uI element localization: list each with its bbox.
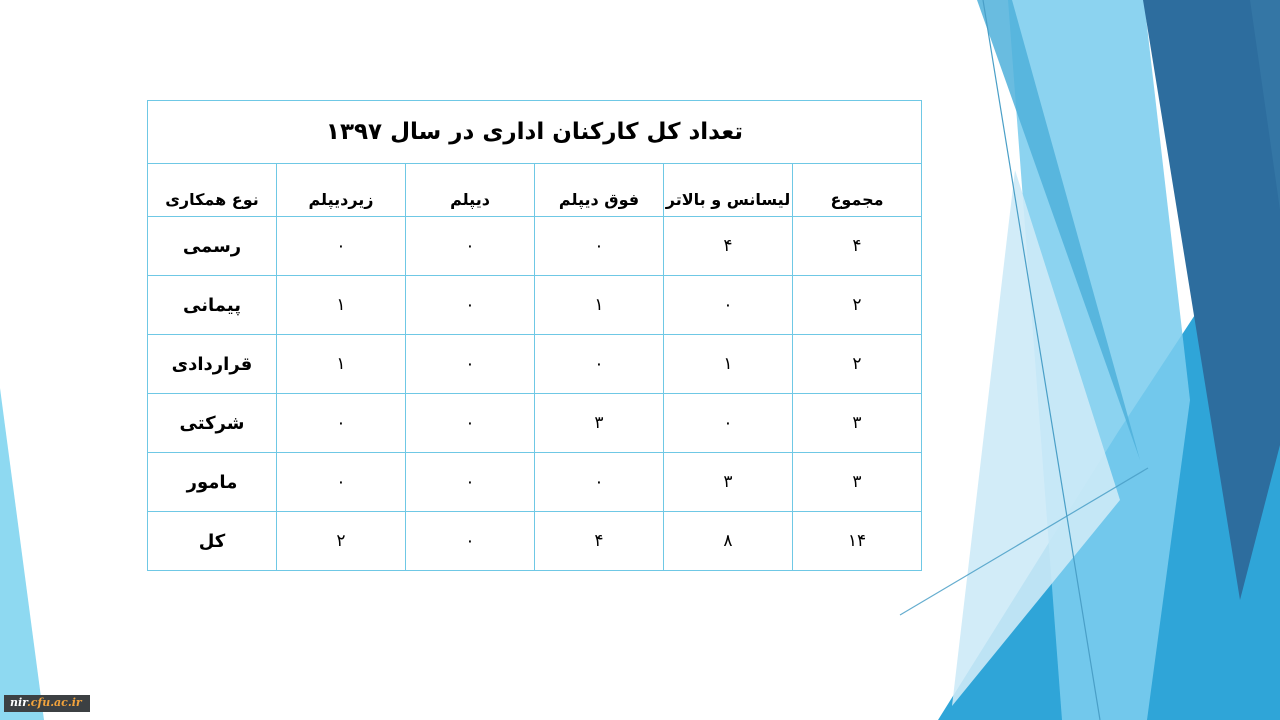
col-header-bachelor-higher: لیسانس و بالاتر bbox=[664, 164, 793, 217]
cell-value: ۰ bbox=[664, 276, 793, 335]
table-row-sherkati bbox=[148, 394, 922, 453]
cell-value: ۳ bbox=[793, 453, 922, 512]
footer-url-suffix: .cfu.ac.ir bbox=[26, 696, 82, 709]
row-label: کل bbox=[148, 512, 277, 571]
col-header-associate: فوق دیپلم bbox=[535, 164, 664, 217]
cell-value: ۲ bbox=[793, 335, 922, 394]
cell-value: ۰ bbox=[406, 394, 535, 453]
row-label: مامور bbox=[148, 453, 277, 512]
row-label: پیمانی bbox=[148, 276, 277, 335]
row-label: شرکتی bbox=[148, 394, 277, 453]
cell-value: ۰ bbox=[406, 453, 535, 512]
cell-value: ۴ bbox=[664, 217, 793, 276]
table-title: تعداد کل کارکنان اداری در سال ۱۳۹۷ bbox=[148, 101, 922, 164]
footer-url-prefix: nir bbox=[10, 696, 27, 709]
table-row-gharardadi bbox=[148, 335, 922, 394]
cell-value: ۱ bbox=[664, 335, 793, 394]
cell-value: ۱ bbox=[277, 276, 406, 335]
cell-value: ۲ bbox=[793, 276, 922, 335]
cell-value: ۰ bbox=[535, 335, 664, 394]
cell-value: ۰ bbox=[277, 217, 406, 276]
staff-table bbox=[147, 100, 922, 571]
col-header-diploma: دیپلم bbox=[406, 164, 535, 217]
footer-url-badge bbox=[4, 695, 90, 712]
table-row-total bbox=[148, 512, 922, 571]
table-row-rasmi bbox=[148, 217, 922, 276]
col-header-below-diploma: زیردیپلم bbox=[277, 164, 406, 217]
decoration-left-wedge bbox=[0, 388, 44, 720]
cell-value: ۰ bbox=[664, 394, 793, 453]
cell-value: ۱ bbox=[277, 335, 406, 394]
cell-value: ۸ bbox=[664, 512, 793, 571]
cell-value: ۰ bbox=[406, 276, 535, 335]
row-label: رسمی bbox=[148, 217, 277, 276]
cell-value: ۰ bbox=[406, 512, 535, 571]
cell-value: ۱۴ bbox=[793, 512, 922, 571]
row-label: قراردادی bbox=[148, 335, 277, 394]
cell-value: ۰ bbox=[406, 335, 535, 394]
staff-table-container bbox=[147, 100, 922, 571]
table-row-mamur bbox=[148, 453, 922, 512]
cell-value: ۰ bbox=[277, 394, 406, 453]
cell-value: ۴ bbox=[793, 217, 922, 276]
table-row-peymani bbox=[148, 276, 922, 335]
col-header-total: مجموع bbox=[793, 164, 922, 217]
cell-value: ۰ bbox=[277, 453, 406, 512]
cell-value: ۳ bbox=[664, 453, 793, 512]
cell-value: ۱ bbox=[535, 276, 664, 335]
cell-value: ۳ bbox=[793, 394, 922, 453]
cell-value: ۲ bbox=[277, 512, 406, 571]
cell-value: ۰ bbox=[406, 217, 535, 276]
col-header-cooperation-type: نوع همکاری bbox=[148, 164, 277, 217]
cell-value: ۰ bbox=[535, 217, 664, 276]
cell-value: ۴ bbox=[535, 512, 664, 571]
cell-value: ۳ bbox=[535, 394, 664, 453]
cell-value: ۰ bbox=[535, 453, 664, 512]
table-header-row bbox=[148, 164, 922, 217]
table-title-row bbox=[148, 101, 922, 164]
